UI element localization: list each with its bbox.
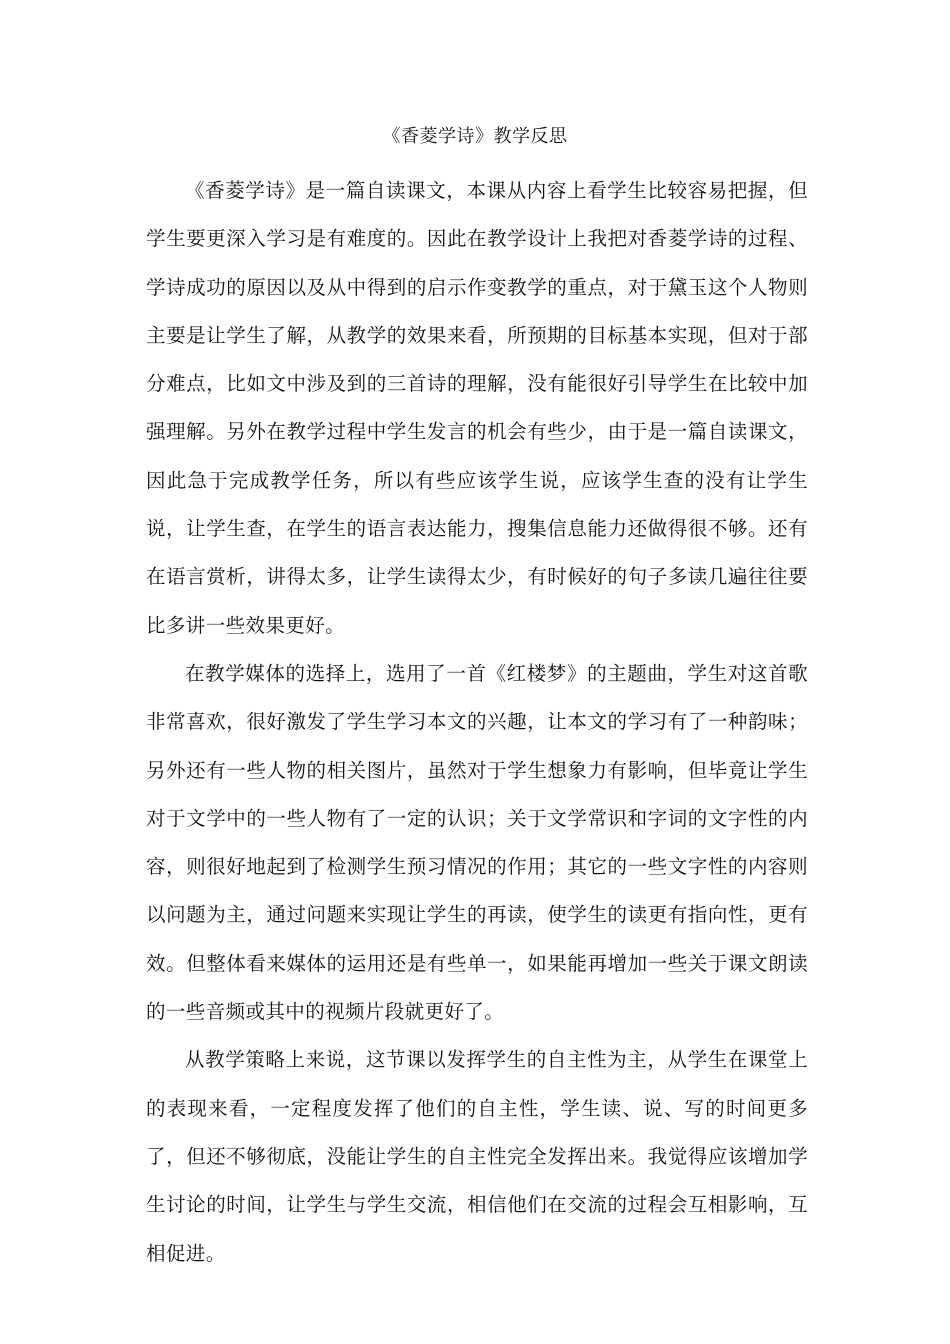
document-title: 《香菱学诗》教学反思	[382, 126, 568, 147]
paragraph-3: 从教学策略上来说，这节课以发挥学生的自主性为主，从学生在课堂上的表现来看，一定程度发挥了他们的自主性，学生读、说、写的时间更多了，但还不够彻底，没能让学生的自主性完全发挥出来。我觉得应该增加学生讨论的时间，让学生与学生交流，相信他们在交流的过程会互相影响，互相促进。	[146, 1048, 808, 1265]
paragraph-2: 在教学媒体的选择上，选用了一首《红楼梦》的主题曲，学生对这首歌非常喜欢，很好激发了学生学习本文的兴趣，让本文的学习有了一种韵味；另外还有一些人物的相关图片，虽然对于学生想象力有影响，但毕竟让学生对于文学中的一些人物有了一定的认识；关于文学常识和字词的文字性的内容，则很好地起到了检测学生预习情况的作用；其它的一些文字性的内容则以问题为主，通过问题来实现让学生的再读，使学生的读更有指向性，更有效。但整体看来媒体的运用还是有些单一，如果能再增加一些关于课文朗读的一些音频或其中的视频片段就更好了。	[146, 661, 808, 1024]
paragraph-1: 《香菱学诗》是一篇自读课文，本课从内容上看学生比较容易把握，但学生要更深入学习是有难度的。因此在教学设计上我把对香菱学诗的过程、学诗成功的原因以及从中得到的启示作变教学的重点，对于黛玉这个人物则主要是让学生了解，从教学的效果来看，所预期的目标基本实现，但对于部分难点，比如文中涉及到的三首诗的理解，没有能很好引导学生在比较中加强理解。另外在教学过程中学生发言的机会有些少，由于是一篇自读课文，因此急于完成教学任务，所以有些应该学生说，应该学生查的没有让学生说，让学生查，在学生的语言表达能力，搜集信息能力还做得很不够。还有在语言赏析，讲得太多，让学生读得太少，有时候好的句子多读几遍往往要比多讲一些效果更好。	[146, 179, 808, 637]
document-body	[146, 167, 808, 1278]
